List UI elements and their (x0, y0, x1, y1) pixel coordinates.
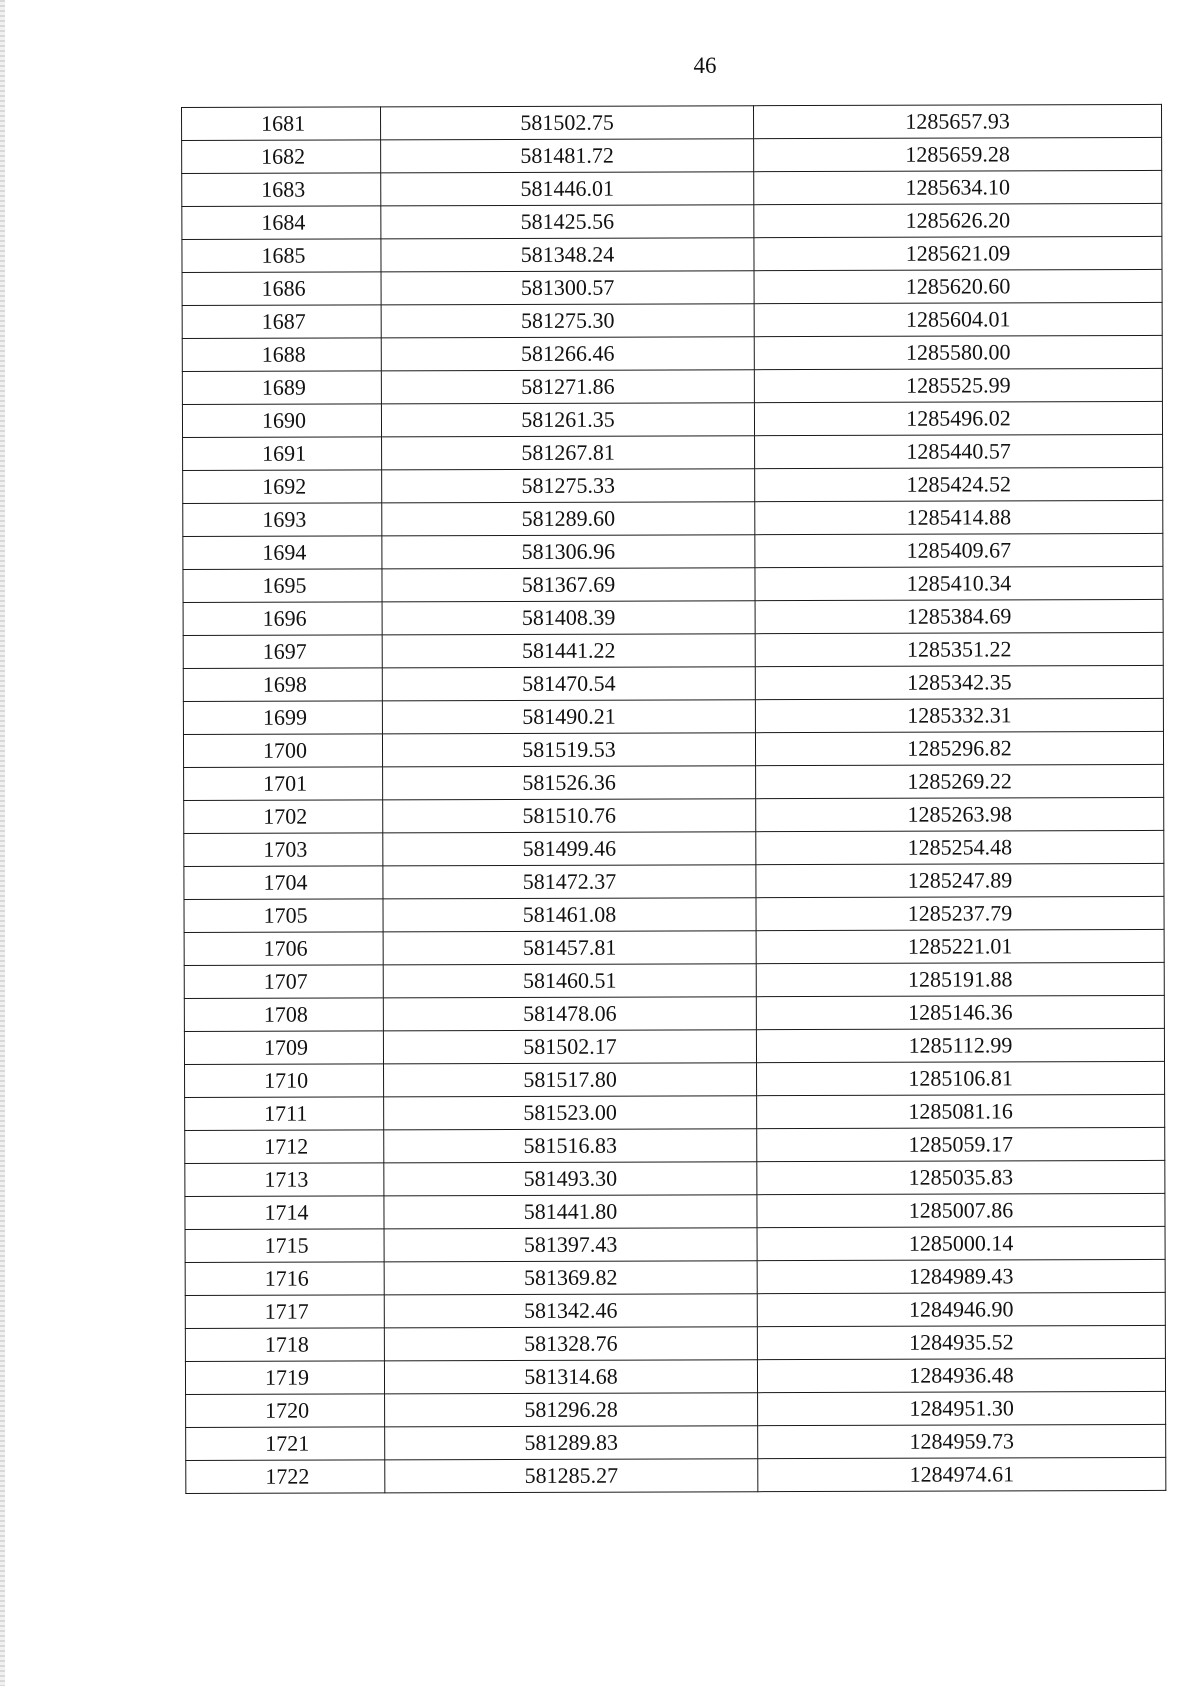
x-coordinate-cell: 581502.75 (381, 106, 754, 140)
point-number-cell: 1689 (182, 371, 381, 405)
y-coordinate-cell: 1285269.22 (756, 764, 1164, 798)
point-number-cell: 1706 (184, 932, 383, 966)
table-row (185, 1226, 1165, 1262)
page-number: 46 (693, 53, 717, 78)
y-coordinate-cell: 1285659.28 (754, 137, 1162, 171)
x-coordinate-cell: 581472.37 (383, 865, 756, 899)
y-coordinate-cell: 1285221.01 (756, 929, 1164, 963)
point-number-cell: 1696 (183, 602, 382, 636)
x-coordinate-cell: 581481.72 (381, 139, 754, 173)
point-number-cell: 1713 (185, 1163, 384, 1197)
y-coordinate-cell: 1285035.83 (757, 1160, 1165, 1194)
y-coordinate-cell: 1285106.81 (757, 1061, 1165, 1095)
table-row (184, 830, 1164, 866)
x-coordinate-cell: 581441.22 (382, 634, 755, 668)
point-number-cell: 1717 (185, 1295, 384, 1329)
y-coordinate-cell: 1285621.09 (754, 236, 1162, 270)
point-number-cell: 1682 (182, 140, 381, 174)
table-row (183, 533, 1163, 569)
x-coordinate-cell: 581523.00 (384, 1096, 757, 1130)
y-coordinate-cell: 1285440.57 (755, 434, 1163, 468)
x-coordinate-cell: 581261.35 (381, 403, 754, 437)
point-number-cell: 1711 (185, 1097, 384, 1131)
table-row (182, 170, 1162, 206)
table-row (183, 599, 1163, 635)
coordinates-table (181, 104, 1166, 1494)
point-number-cell: 1710 (185, 1064, 384, 1098)
x-coordinate-cell: 581493.30 (384, 1162, 757, 1196)
table-row (185, 1358, 1165, 1394)
point-number-cell: 1718 (185, 1328, 384, 1362)
point-number-cell: 1691 (183, 437, 382, 471)
point-number-cell: 1702 (184, 800, 383, 834)
y-coordinate-cell: 1285146.36 (756, 995, 1164, 1029)
y-coordinate-cell: 1285424.52 (755, 467, 1163, 501)
table-row (186, 1424, 1166, 1460)
x-coordinate-cell: 581275.33 (382, 469, 755, 503)
y-coordinate-cell: 1284989.43 (757, 1259, 1165, 1293)
point-number-cell: 1720 (186, 1394, 385, 1428)
table-row (186, 1391, 1166, 1427)
y-coordinate-cell: 1285410.34 (755, 566, 1163, 600)
x-coordinate-cell: 581460.51 (383, 964, 756, 998)
y-coordinate-cell: 1285580.00 (754, 335, 1162, 369)
x-coordinate-cell: 581457.81 (383, 931, 756, 965)
x-coordinate-cell: 581306.96 (382, 535, 755, 569)
table-row (182, 302, 1162, 338)
x-coordinate-cell: 581328.76 (384, 1327, 757, 1361)
x-coordinate-cell: 581519.53 (382, 733, 755, 767)
table-row (186, 1457, 1166, 1493)
x-coordinate-cell: 581289.60 (382, 502, 755, 536)
table-row (182, 335, 1162, 371)
table-row (184, 896, 1164, 932)
y-coordinate-cell: 1285414.88 (755, 500, 1163, 534)
x-coordinate-cell: 581526.36 (383, 766, 756, 800)
table-row (185, 1160, 1165, 1196)
table-row (182, 137, 1162, 173)
table-row (184, 962, 1164, 998)
point-number-cell: 1712 (185, 1130, 384, 1164)
x-coordinate-cell: 581369.82 (384, 1261, 757, 1295)
point-number-cell: 1709 (184, 1031, 383, 1065)
point-number-cell: 1690 (182, 404, 381, 438)
y-coordinate-cell: 1284935.52 (757, 1325, 1165, 1359)
y-coordinate-cell: 1285384.69 (755, 599, 1163, 633)
y-coordinate-cell: 1285247.89 (756, 863, 1164, 897)
x-coordinate-cell: 581342.46 (384, 1294, 757, 1328)
y-coordinate-cell: 1285342.35 (755, 665, 1163, 699)
point-number-cell: 1694 (183, 536, 382, 570)
point-number-cell: 1688 (182, 338, 381, 372)
y-coordinate-cell: 1285332.31 (755, 698, 1163, 732)
y-coordinate-cell: 1284951.30 (758, 1391, 1166, 1425)
x-coordinate-cell: 581314.68 (384, 1360, 757, 1394)
table-row (183, 665, 1163, 701)
table-row (182, 368, 1162, 404)
y-coordinate-cell: 1285409.67 (755, 533, 1163, 567)
x-coordinate-cell: 581470.54 (382, 667, 755, 701)
x-coordinate-cell: 581502.17 (383, 1030, 756, 1064)
table-row (184, 764, 1164, 800)
table-body (182, 104, 1166, 1493)
point-number-cell: 1687 (182, 305, 381, 339)
point-number-cell: 1714 (185, 1196, 384, 1230)
x-coordinate-cell: 581461.08 (383, 898, 756, 932)
table-row (182, 203, 1162, 239)
x-coordinate-cell: 581478.06 (383, 997, 756, 1031)
x-coordinate-cell: 581517.80 (384, 1063, 757, 1097)
point-number-cell: 1721 (186, 1427, 385, 1461)
point-number-cell: 1681 (182, 107, 381, 141)
table-row (184, 929, 1164, 965)
x-coordinate-cell: 581499.46 (383, 832, 756, 866)
y-coordinate-cell: 1285626.20 (754, 203, 1162, 237)
y-coordinate-cell: 1285496.02 (754, 401, 1162, 435)
y-coordinate-cell: 1285525.99 (754, 368, 1162, 402)
y-coordinate-cell: 1285000.14 (757, 1226, 1165, 1260)
y-coordinate-cell: 1285263.98 (756, 797, 1164, 831)
y-coordinate-cell: 1285351.22 (755, 632, 1163, 666)
x-coordinate-cell: 581266.46 (381, 337, 754, 371)
table-row (185, 1325, 1165, 1361)
point-number-cell: 1705 (184, 899, 383, 933)
table-row (185, 1061, 1165, 1097)
point-number-cell: 1722 (186, 1460, 385, 1494)
table-row (183, 467, 1163, 503)
point-number-cell: 1686 (182, 272, 381, 306)
y-coordinate-cell: 1284946.90 (757, 1292, 1165, 1326)
y-coordinate-cell: 1285112.99 (756, 1028, 1164, 1062)
point-number-cell: 1697 (183, 635, 382, 669)
y-coordinate-cell: 1285059.17 (757, 1127, 1165, 1161)
x-coordinate-cell: 581275.30 (381, 304, 754, 338)
point-number-cell: 1715 (185, 1229, 384, 1263)
point-number-cell: 1692 (183, 470, 382, 504)
table-row (185, 1094, 1165, 1130)
point-number-cell: 1693 (183, 503, 382, 537)
x-coordinate-cell: 581300.57 (381, 271, 754, 305)
point-number-cell: 1699 (183, 701, 382, 735)
table-row (185, 1127, 1165, 1163)
point-number-cell: 1716 (185, 1262, 384, 1296)
point-number-cell: 1700 (183, 734, 382, 768)
x-coordinate-cell: 581408.39 (382, 601, 755, 635)
table-row (184, 863, 1164, 899)
table-row (184, 995, 1164, 1031)
table-row (183, 434, 1163, 470)
y-coordinate-cell: 1285657.93 (753, 104, 1161, 138)
x-coordinate-cell: 581516.83 (384, 1129, 757, 1163)
y-coordinate-cell: 1285254.48 (756, 830, 1164, 864)
x-coordinate-cell: 581490.21 (382, 700, 755, 734)
table-row (184, 797, 1164, 833)
y-coordinate-cell: 1285296.82 (755, 731, 1163, 765)
y-coordinate-cell: 1284959.73 (758, 1424, 1166, 1458)
y-coordinate-cell: 1285081.16 (757, 1094, 1165, 1128)
table-row (183, 698, 1163, 734)
table-row (182, 236, 1162, 272)
y-coordinate-cell: 1285191.88 (756, 962, 1164, 996)
x-coordinate-cell: 581267.81 (382, 436, 755, 470)
y-coordinate-cell: 1285620.60 (754, 269, 1162, 303)
y-coordinate-cell: 1284974.61 (758, 1457, 1166, 1491)
point-number-cell: 1703 (184, 833, 383, 867)
y-coordinate-cell: 1285604.01 (754, 302, 1162, 336)
point-number-cell: 1685 (182, 239, 381, 273)
y-coordinate-cell: 1284936.48 (757, 1358, 1165, 1392)
point-number-cell: 1683 (182, 173, 381, 207)
point-number-cell: 1698 (183, 668, 382, 702)
point-number-cell: 1701 (184, 767, 383, 801)
table-row (182, 401, 1162, 437)
x-coordinate-cell: 581296.28 (385, 1393, 758, 1427)
y-coordinate-cell: 1285634.10 (754, 170, 1162, 204)
y-coordinate-cell: 1285007.86 (757, 1193, 1165, 1227)
point-number-cell: 1684 (182, 206, 381, 240)
table-row (184, 1028, 1164, 1064)
point-number-cell: 1695 (183, 569, 382, 603)
x-coordinate-cell: 581425.56 (381, 205, 754, 239)
point-number-cell: 1719 (185, 1361, 384, 1395)
scan-edge (0, 0, 5, 1686)
table-row (183, 632, 1163, 668)
x-coordinate-cell: 581271.86 (381, 370, 754, 404)
x-coordinate-cell: 581285.27 (385, 1459, 758, 1493)
table-row (182, 104, 1162, 140)
point-number-cell: 1708 (184, 998, 383, 1032)
table-row (183, 566, 1163, 602)
x-coordinate-cell: 581397.43 (384, 1228, 757, 1262)
table-row (185, 1292, 1165, 1328)
table-row (183, 500, 1163, 536)
table-row (182, 269, 1162, 305)
point-number-cell: 1707 (184, 965, 383, 999)
table-row (183, 731, 1163, 767)
x-coordinate-cell: 581446.01 (381, 172, 754, 206)
table-row (185, 1193, 1165, 1229)
x-coordinate-cell: 581510.76 (383, 799, 756, 833)
x-coordinate-cell: 581441.80 (384, 1195, 757, 1229)
table-row (185, 1259, 1165, 1295)
y-coordinate-cell: 1285237.79 (756, 896, 1164, 930)
x-coordinate-cell: 581348.24 (381, 238, 754, 272)
point-number-cell: 1704 (184, 866, 383, 900)
x-coordinate-cell: 581289.83 (385, 1426, 758, 1460)
x-coordinate-cell: 581367.69 (382, 568, 755, 602)
